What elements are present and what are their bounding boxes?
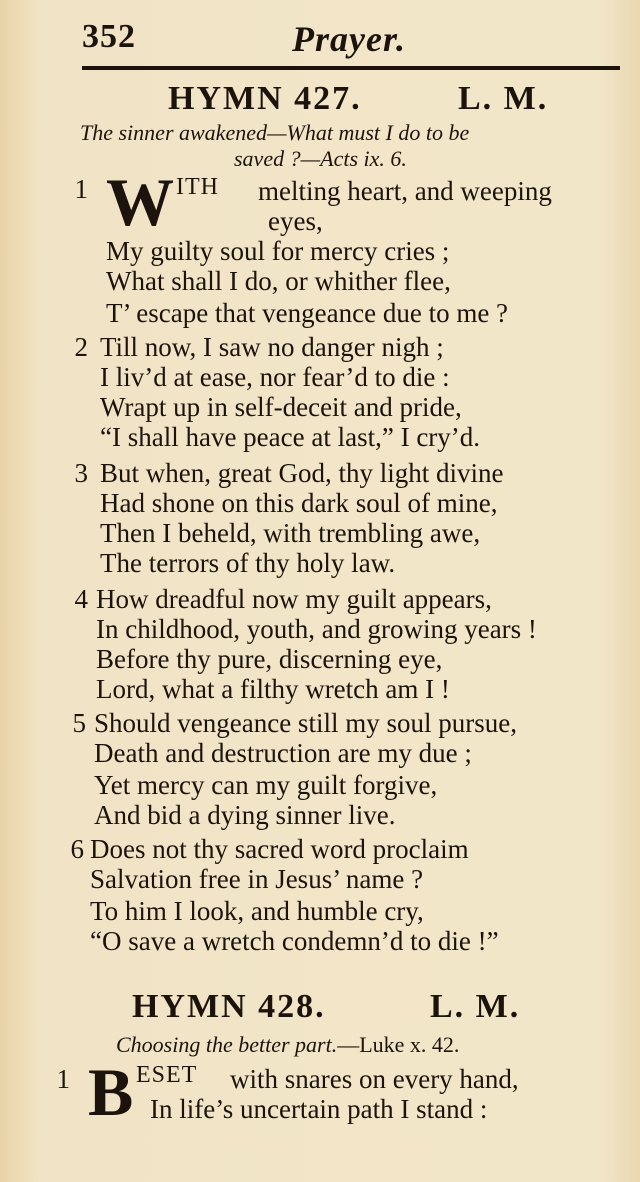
hymn-428-subtitle bbox=[116, 1032, 459, 1058]
hymn-427-meter: L. M. bbox=[458, 80, 549, 117]
verse-line: In childhood, youth, and growing years ! bbox=[96, 614, 537, 644]
verse-line: Salvation free in Jesus’ name ? bbox=[90, 864, 424, 894]
verse-number: 6 bbox=[70, 834, 84, 864]
hymn-427-title: HYMN 427. bbox=[168, 80, 362, 117]
verse-line: What shall I do, or whither flee, bbox=[106, 266, 451, 296]
verse-line: Had shone on this dark soul of mine, bbox=[100, 488, 498, 518]
verse-line: My guilty soul for mercy cries ; bbox=[106, 236, 450, 266]
verse-line: “I shall have peace at last,” I cry’d. bbox=[100, 422, 481, 452]
hymn-428-title: HYMN 428. bbox=[132, 988, 326, 1025]
running-title: Prayer. bbox=[292, 19, 406, 59]
first-word-rest: ESET bbox=[136, 1062, 198, 1088]
verse-line: Death and destruction are my due ; bbox=[94, 738, 472, 768]
verse-line: Then I beheld, with trembling awe, bbox=[100, 518, 481, 548]
verse-line: Before thy pure, discerning eye, bbox=[96, 644, 443, 674]
drop-cap: B bbox=[88, 1054, 134, 1130]
verse-line: Till now, I saw no danger nigh ; bbox=[100, 332, 444, 362]
verse-number: 3 bbox=[74, 458, 88, 488]
hymn-428-meter: L. M. bbox=[430, 988, 521, 1025]
verse-number: 1 bbox=[56, 1064, 70, 1094]
verse-line: “O save a wretch condemn’d to die !” bbox=[90, 926, 499, 956]
verse-number: 5 bbox=[72, 708, 86, 738]
verse-line: Wrapt up in self-deceit and pride, bbox=[100, 392, 462, 422]
verse-line: And bid a dying sinner live. bbox=[94, 800, 396, 830]
page-number: 352 bbox=[82, 18, 136, 55]
verse-line: But when, great God, thy light divine bbox=[100, 458, 504, 488]
verse-line: melting heart, and weeping bbox=[258, 176, 552, 206]
verse-line: How dreadful now my guilt appears, bbox=[96, 584, 492, 614]
drop-cap: W bbox=[106, 164, 174, 240]
verse-line: Does not thy sacred word proclaim bbox=[90, 834, 469, 864]
header-rule bbox=[82, 66, 620, 70]
hymn-428-subtitle-italic: Choosing the better part. bbox=[116, 1032, 338, 1057]
hymn-427-subtitle-line-1: The sinner awakened—What must I do to be bbox=[80, 120, 470, 145]
hymn-427-subtitle-line-2: saved ?—Acts ix. 6. bbox=[234, 146, 407, 171]
verse-number: 2 bbox=[74, 332, 88, 362]
verse-line: Should vengeance still my soul pursue, bbox=[94, 708, 517, 738]
verse-line: with snares on every hand, bbox=[230, 1064, 519, 1094]
verse-line: I liv’d at ease, nor fear’d to die : bbox=[100, 362, 450, 392]
verse-line: The terrors of thy holy law. bbox=[100, 548, 396, 578]
hymn-428-subtitle-ref: —Luke x. 42. bbox=[337, 1032, 460, 1057]
verse-number: 1 bbox=[74, 174, 88, 204]
verse-line: T’ escape that vengeance due to me ? bbox=[106, 298, 509, 328]
verse-line: To him I look, and humble cry, bbox=[90, 896, 424, 926]
verse-line: Lord, what a filthy wretch am I ! bbox=[96, 674, 450, 704]
verse-number: 4 bbox=[74, 584, 88, 614]
verse-line: In life’s uncertain path I stand : bbox=[150, 1094, 488, 1124]
running-head bbox=[82, 18, 622, 62]
verse-line: Yet mercy can my guilt forgive, bbox=[94, 770, 438, 800]
first-word-rest: ITH bbox=[176, 174, 219, 200]
verse-line: eyes, bbox=[268, 206, 323, 236]
